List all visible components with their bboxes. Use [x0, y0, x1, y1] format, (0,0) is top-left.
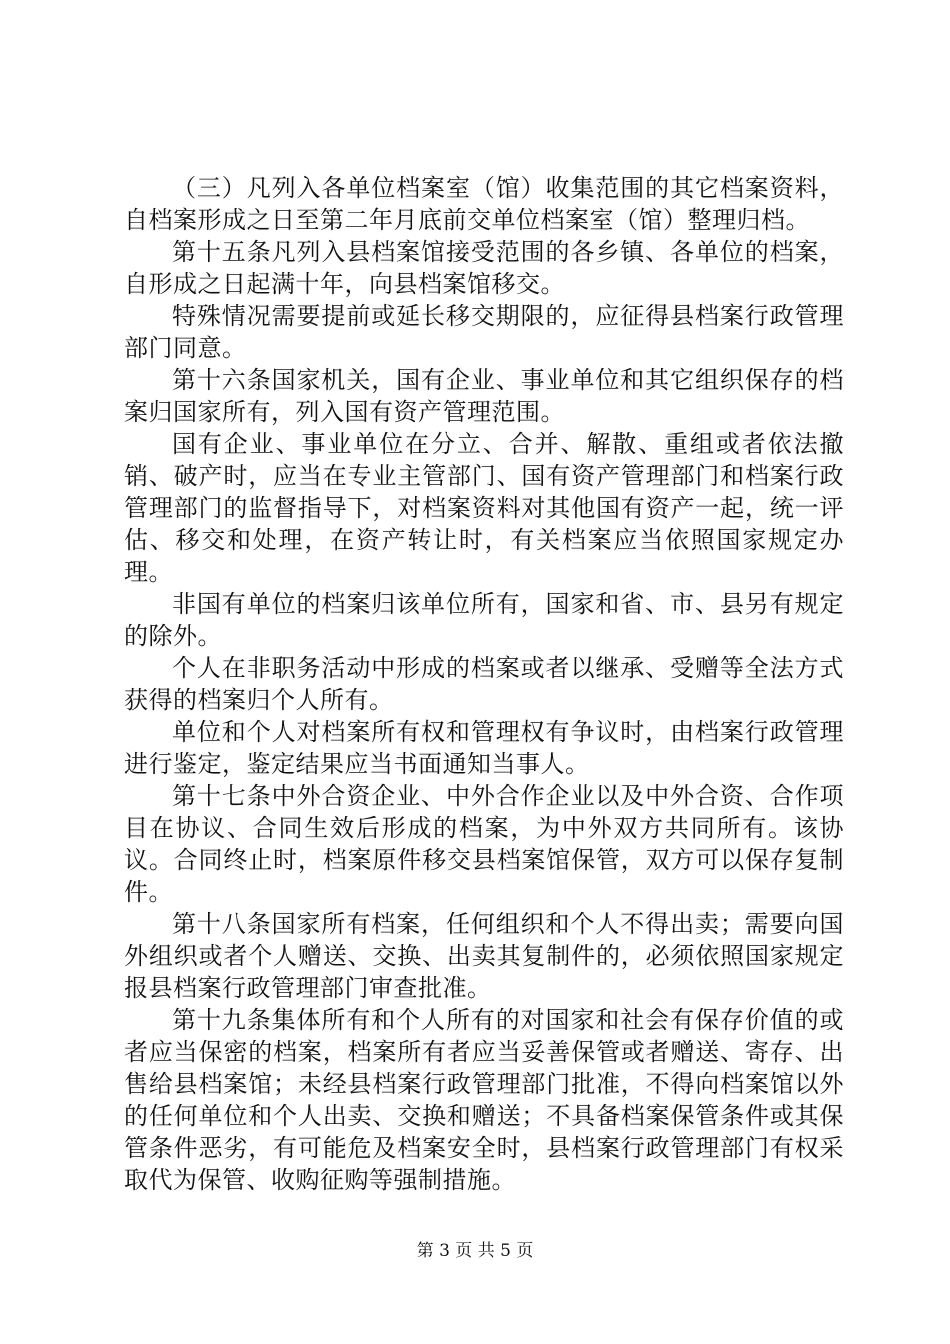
document-body — [124, 172, 844, 1196]
page-number-label: 第 3 页 共 5 页 — [416, 1241, 534, 1261]
paragraph-7: 个人在非职务活动中形成的档案或者以继承、受赠等全法方式获得的档案归个人所有。 — [124, 654, 844, 714]
paragraph-11: 第十九条集体所有和个人所有的对国家和社会有保存价值的或者应当保密的档案，档案所有者应当妥善保管或者赠送、寄存、出售给县档案馆；未经县档案行政管理部门批准，不得向档案馆以外的任何单位和个人出卖、交换和赠送；不具备档案保管条件或其保管条件恶劣，有可能危及档案安全时，县档案行政管理部门有权采取代为保管、收购征购等强制措施。 — [124, 1006, 844, 1194]
page-footer — [0, 1240, 950, 1262]
paragraph-3: 特殊情况需要提前或延长移交期限的，应征得县档案行政管理部门同意。 — [124, 302, 844, 362]
paragraph-8: 单位和个人对档案所有权和管理权有争议时，由档案行政管理进行鉴定，鉴定结果应当书面通知当事人。 — [124, 718, 844, 778]
paragraph-10: 第十八条国家所有档案，任何组织和个人不得出卖；需要向国外组织或者个人赠送、交换、出卖其复制件的，必须依照国家规定报县档案行政管理部门审查批准。 — [124, 910, 844, 1002]
paragraph-6: 非国有单位的档案归该单位所有，国家和省、市、县另有规定的除外。 — [124, 590, 844, 650]
paragraph-4: 第十六条国家机关，国有企业、事业单位和其它组织保存的档案归国家所有，列入国有资产管理范围。 — [124, 366, 844, 426]
paragraph-5: 国有企业、事业单位在分立、合并、解散、重组或者依法撤销、破产时，应当在专业主管部门、国有资产管理部门和档案行政管理部门的监督指导下，对档案资料对其他国有资产一起，统一评估、移交和处理，在资产转让时，有关档案应当依照国家规定办理。 — [124, 430, 844, 586]
paragraph-9: 第十七条中外合资企业、中外合作企业以及中外合资、合作项目在协议、合同生效后形成的档案，为中外双方共同所有。该协议。合同终止时，档案原件移交县档案馆保管，双方可以保存复制件。 — [124, 782, 844, 906]
paragraph-1: （三）凡列入各单位档案室（馆）收集范围的其它档案资料，自档案形成之日至第二年月底前交单位档案室（馆）整理归档。 — [124, 174, 844, 234]
paragraph-2: 第十五条凡列入县档案馆接受范围的各乡镇、各单位的档案，自形成之日起满十年，向县档案馆移交。 — [124, 238, 844, 298]
